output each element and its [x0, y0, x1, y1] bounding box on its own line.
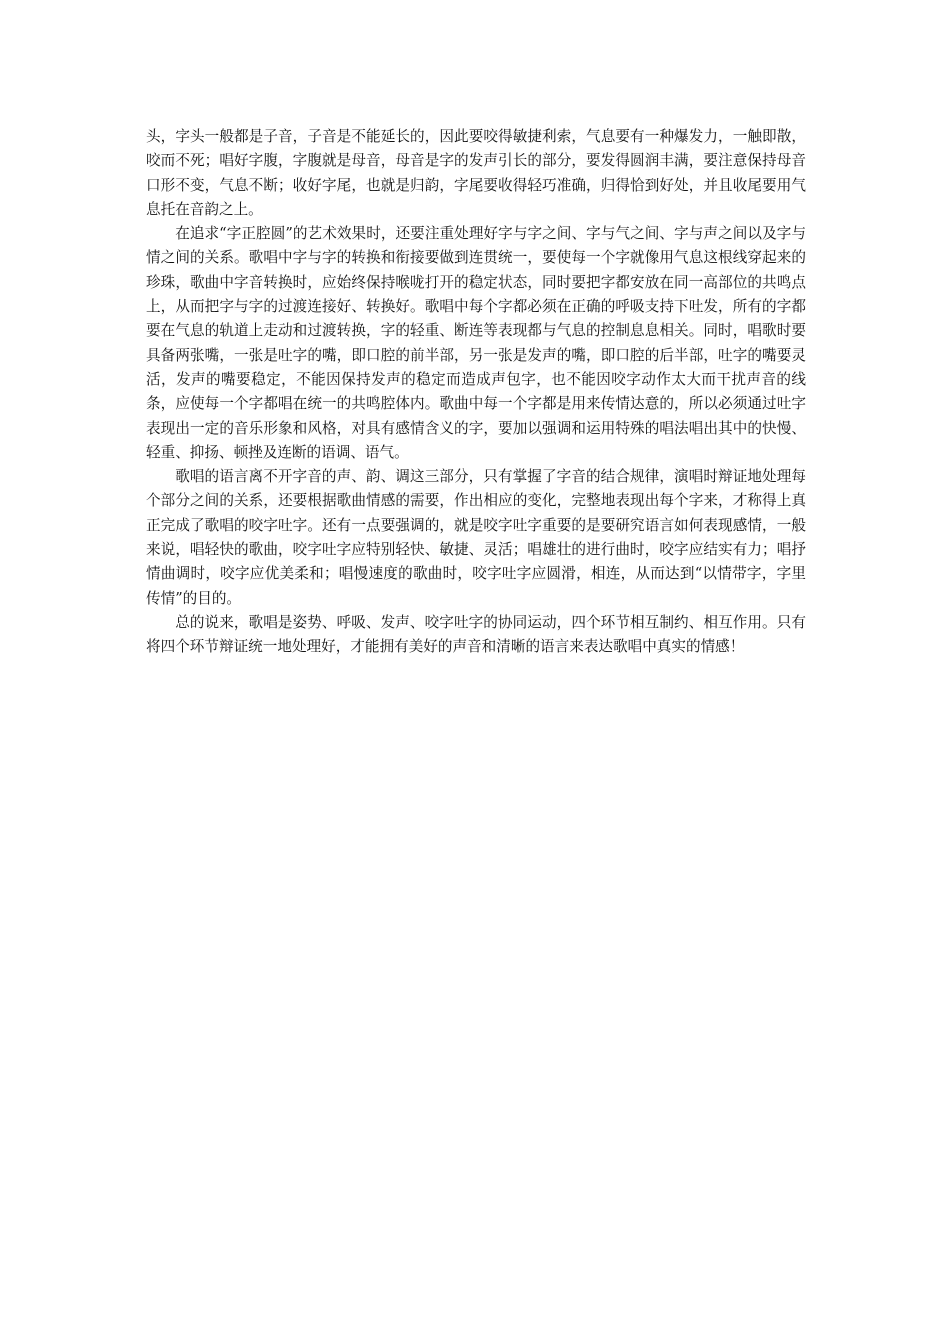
body-text — [146, 125, 806, 660]
paragraph-character-relations: 在追求“字正腔圆”的艺术效果时，还要注重处理好字与字之间、字与气之间、字与声之间以及字与情之间的关系。歌唱中字与字的转换和衔接要做到连贯统一，要使每一个字就像用气息这根线穿起来的珍珠，歌曲中字音转换时，应始终保持喉咙打开的稳定状态，同时要把字都安放在同一高部位的共鸣点上，从而把字与字的过渡连接好、转换好。歌唱中每个字都必须在正确的呼吸支持下吐发，所有的字都要在气息的轨道上走动和过渡转换，字的轻重、断连等表现都与气息的控制息息相关。同时，唱歌时要具备两张嘴，一张是吐字的嘴，即口腔的前半部，另一张是发声的嘴，即口腔的后半部，吐字的嘴要灵活，发声的嘴要稳定，不能因保持发声的稳定而造成声包字，也不能因咬字动作太大而干扰声音的线条，应使每一个字都唱在统一的共鸣腔体内。歌曲中每一个字都是用来传情达意的，所以必须通过吐字表现出一定的音乐形象和风格，对具有感情含义的字，要加以强调和运用特殊的唱法唱出其中的快慢、轻重、抑扬、顿挫及连断的语调、语气。 — [146, 225, 806, 461]
paragraph-singing-language: 歌唱的语言离不开字音的声、韵、调这三部分，只有掌握了字音的结合规律，演唱时辩证地处理每个部分之间的关系，还要根据歌曲情感的需要，作出相应的变化，完整地表现出每个字来，才称得上真正完成了歌唱的咬字吐字。还有一点要强调的，就是咬字吐字重要的是要研究语言如何表现感情，一般来说，唱轻快的歌曲，咬字吐字应特别轻快、敏捷、灵活；唱雄壮的进行曲时，咬字应结实有力；唱抒情曲调时，咬字应优美柔和；唱慢速度的歌曲时，咬字吐字应圆滑，相连，从而达到“以情带字，字里传情”的目的。 — [146, 468, 806, 607]
paragraph-continuation: 头，字头一般都是子音，子音是不能延长的，因此要咬得敏捷利索，气息要有一种爆发力，一触即散，咬而不死；唱好字腹，字腹就是母音，母音是字的发声引长的部分，要发得圆润丰满，要注意保持母音口形不变，气息不断；收好字尾，也就是归韵，字尾要收得轻巧准确，归得恰到好处，并且收尾要用气息托在音韵之上。 — [146, 128, 806, 218]
paragraph-conclusion: 总的说来，歌唱是姿势、呼吸、发声、咬字吐字的协同运动，四个环节相互制约、相互作用。只有将四个环节辩证统一地处理好，才能拥有美好的声音和清晰的语言来表达歌唱中真实的情感！ — [146, 613, 806, 656]
